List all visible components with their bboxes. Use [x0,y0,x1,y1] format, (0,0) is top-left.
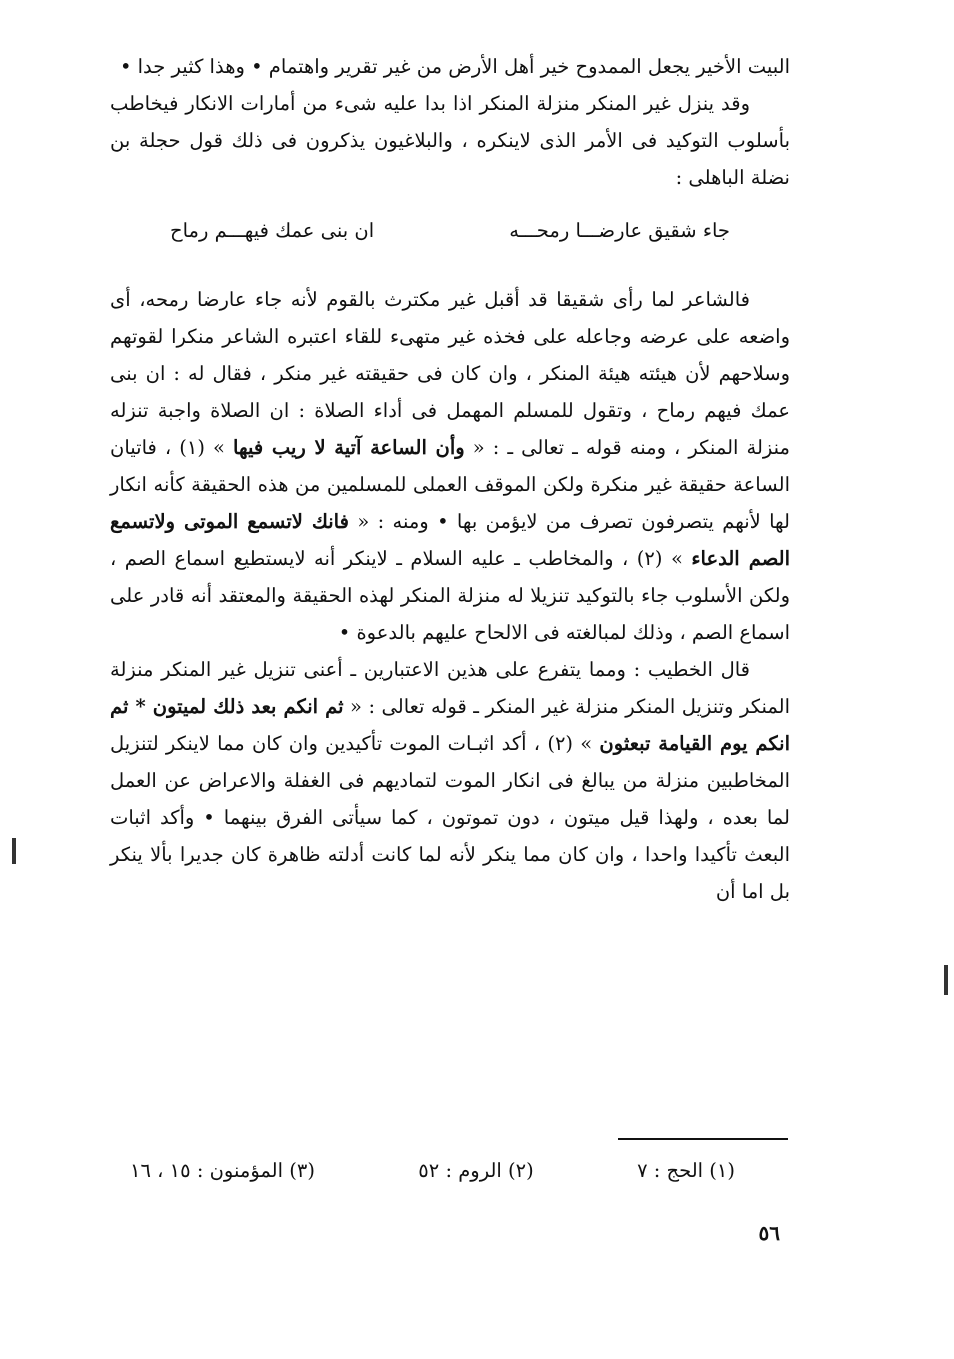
paragraph-2: وقد ينزل غير المنكر منزلة المنكر اذا بدا عليه شىء من أمارات الانكار فيخاطب بأسلوب التوكيد فى الأمر الذى لاينكره ، والبلاغيون يذكرون فى ذلك قول حجلة بن نضلة الباهلى : [110,92,790,189]
footnotes [130,1154,735,1188]
paragraph-3-text-c: » (٢) ، والمخاطب ـ عليه السلام ـ لاينكر أنه لايستطيع اسماع الصم ، ولكن الأسلوب جاء بالتوكيد تنزيلا له منزلة المنكر لهذه الحقيقة والمعتقد أنه قادر على اسماع الصم ، وذلك لمبالغته فى الالحاح عليهم بالدعوة • [110,547,790,644]
paragraph-4 [110,651,790,910]
verse-first-hemistich: جاء شقيق عارضـــا رمحـــه [509,219,730,242]
scan-mark [12,838,16,864]
footnote-2: (٢) الروم : ٥٢ [418,1159,534,1182]
footnote-divider [618,1138,788,1140]
footnote-3: (٣) المؤمنون : ١٥ ، ١٦ [130,1159,315,1182]
footnote-1: (١) الحج : ٧ [637,1159,735,1182]
page-number: ٥٦ [758,1221,780,1245]
scan-mark [944,965,948,995]
paragraph-3 [110,281,790,651]
quran-quote-1: وأن الساعة آتية لا ريب فيها [233,436,465,459]
verse-second-hemistich: ان بنى عمك فيهـــم رماح [170,219,375,242]
paragraph-3-text-a: فالشاعر لما رأى شقيقا قد أقبل غير مكترث بالقوم لأنه جاء عارضا رمحه، أى واضعه على عرضه وجاعله على فخذه غير متهىء للقاء اعتبره الشاعر منكرا لقوتهم وسلاحهم لأن هيئته هيئة المنكر ، وان كان فى حقيقته غير منكر ، فقال له : ان بنى عمك فيهم رماح ، وتقول للمسلم المهمل فى أداء الصلاة : ان الصلاة واجبة تنزله منزلة المنكر ، ومنه قوله ـ تعالى ـ : « [110,288,790,459]
quran-quote-2: فانك لاتسمع الموتى ولاتسمع الصم الدعاء [110,510,790,570]
paragraph-4-text-a: قال الخطيب : ومما يتفرع على هذين الاعتبارين ـ أعنى تنزيل غير المنكر منزلة المنكر وتنزيل المنكر منزلة غير المنكر ـ قوله تعالى : « [110,658,790,718]
paragraph-3-text-b: » (١) ، فاتيان الساعة حقيقة غير منكرة ولكن الموقف العملى للمسلمين من هذه الحقيقة كأنه انكار لها لأنهم يتصرفون تصرف من لايؤمن بها • ومنه : « [110,436,790,533]
poetry-verse [110,212,790,249]
quran-quote-3: ثم انكم بعد ذلك لميتون * ثم انكم يوم القيامة تبعثون [110,695,790,755]
paragraph-1: البيت الأخير يجعل الممدوح خير أهل الأرض من غير تقرير واهتمام • وهذا كثير جدا • [119,55,790,78]
paragraph-4-text-b: » (٢) ، أكد اثبـات الموت تأكيدين وان كان مما لاينكر لتنزيل المخاطبين منزلة من يبالغ فى انكار الموت لتماديهم فى الغفلة والاعراض عن العمل لما بعده ، ولهذا قيل ميتون ، دون تموتون ، كما سيأتى الفرق بينهما • وأكد اثبات البعث تأكيدا واحدا ، وان كان مما ينكر لأنه لما كانت أدلته ظاهرة كان جديرا بألا ينكر بل اما أن [110,732,790,903]
page-body [110,48,790,910]
